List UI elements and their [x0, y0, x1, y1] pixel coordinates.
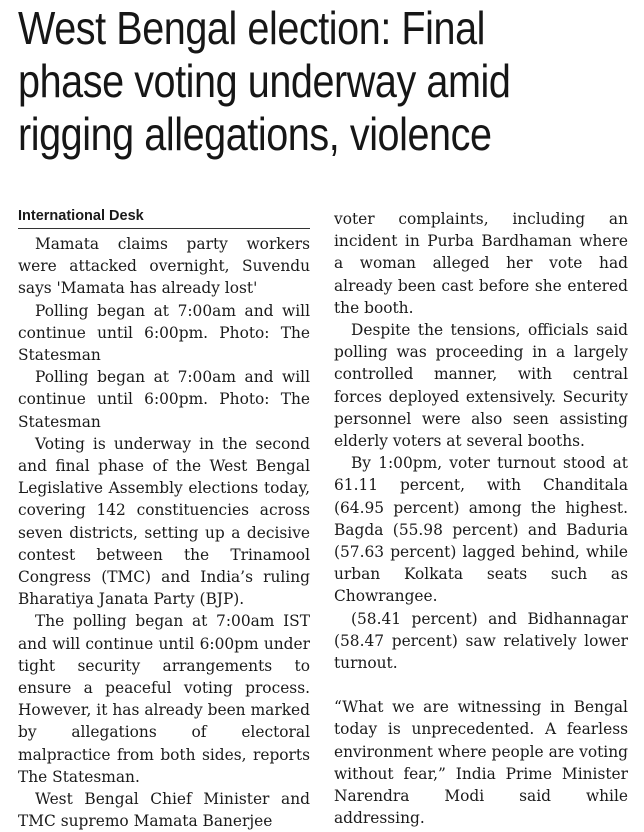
headline-line: West Bengal election: Final — [18, 2, 486, 54]
body-paragraph: West Bengal Chief Minister and TMC supremo Mamata Banerjee — [18, 790, 310, 831]
body-paragraph: Voting is underway in the second and final phase of the West Bengal Legislative Assembly elections today, covering 142 constituencies across seven districts, setting up a decisive contest between the Trinamool Congress (TMC) and India’s ruling Bharatiya Janata Party (BJP). — [18, 434, 310, 609]
body-paragraph: By 1:00pm, voter turnout stood at 61.11 percent, with Chanditala (64.95 percent) among the highest. Bagda (55.98 percent) and Baduria (57.63 percent) lagged behind, while urban Kolkata seats such as Chowrangee. — [334, 454, 628, 606]
photo-caption: Polling began at 7:00am and will continue until 6:00pm. Photo: The Statesman — [18, 368, 310, 431]
body-paragraph: (58.41 percent) and Bidhannagar (58.47 percent) saw relatively lower turnout. — [334, 609, 628, 673]
article-column-right — [334, 208, 628, 829]
article-column-left — [18, 206, 310, 832]
quote-paragraph: “What we are witnessing in Bengal today is unprecedented. A fearless environment where people are voting without fear,” India Prime Minister Narendra Modi said while addressing. — [334, 698, 628, 828]
body-paragraph-continuation: voter complaints, including an incident in Purba Bardhaman where a woman alleged her vote had already been cast before she entered the booth. — [334, 210, 628, 317]
subheadline-paragraph: Mamata claims party workers were attacked overnight, Suvendu says 'Mamata has already lost' — [18, 235, 310, 298]
headline-line: rigging allegations, violence — [18, 108, 492, 160]
body-paragraph: The polling began at 7:00am IST and will continue until 6:00pm under tight security arrangements to ensure a peaceful voting process. However, it has already been marked by allegations of electoral malpractice from both sides, reports The Statesman. — [18, 612, 310, 786]
byline-desk: International Desk — [18, 206, 310, 229]
body-paragraph: Despite the tensions, officials said polling was proceeding in a largely controlled manner, with central forces deployed extensively. Security personnel were also seen assisting elderly voters at several booths. — [334, 321, 628, 451]
photo-caption: Polling began at 7:00am and will continue until 6:00pm. Photo: The Statesman — [18, 301, 310, 365]
article-headline — [18, 2, 551, 161]
headline-line: phase voting underway amid — [18, 55, 511, 107]
